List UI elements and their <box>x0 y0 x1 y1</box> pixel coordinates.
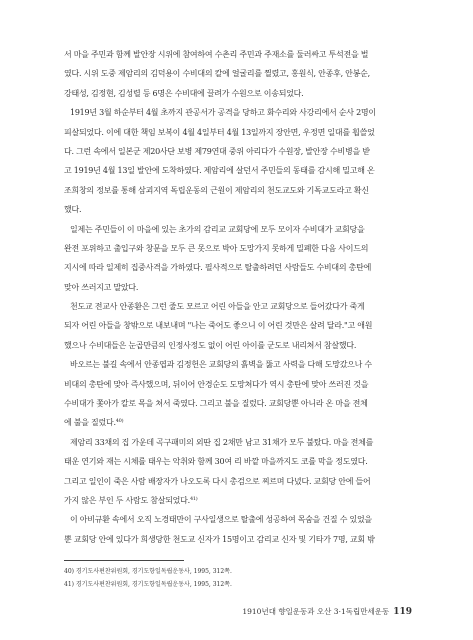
body-line <box>64 258 412 277</box>
body-line-text: 강태성, 김정현, 김성렬 등 6명은 수비대에 끌려가 수원으로 이송되었다. <box>64 88 304 98</box>
body-line-text: 지시에 따라 일제히 집중사격을 가하였다. 필사적으로 탈출하려던 사람들도 수비대의 총탄에 <box>64 263 372 273</box>
body-line-text: 고 1919년 4월 13일 발안에 도착하였다. 제암리에 살던서 주민들의 동태를 감시해 밀고해 온 <box>64 166 375 176</box>
body-line <box>64 375 412 394</box>
body-line <box>64 355 412 374</box>
body-line-text: 되자 어린 아들을 창밖으로 내보내며 "나는 죽어도 좋으니 이 어린 것만은 살려 달라."고 애원 <box>64 321 373 331</box>
footnote-ref[interactable]: 41) <box>189 495 198 502</box>
body-line <box>64 103 412 122</box>
page-footer <box>242 606 412 617</box>
footnote-divider <box>64 560 184 561</box>
body-line-text: 비대의 총탄에 맞아 즉사했으며, 뒤이어 안경순도 도망쳐다가 역시 총탄에 맞아 쓰러진 것을 <box>64 379 369 389</box>
body-line-text: 천도교 전교사 안종환은 그런 줄도 모르고 어린 아들을 안고 교회당으로 들어갔다가 죽게 <box>70 302 365 312</box>
running-title: 1910년대 향일운동과 오산 3·1독립만세운동 <box>242 607 390 616</box>
body-line <box>64 452 412 471</box>
body-line <box>64 413 412 432</box>
body-line-text: 다. 그런 속에서 일본군 제20사단 보병 제79연대 중위 아리다가 수원장, 발안장 수비병을 받 <box>64 146 370 156</box>
body-line <box>64 278 412 297</box>
body-line <box>64 239 412 258</box>
body-line-text: 서 마을 주민과 함께 발안장 시위에 참여하여 수촌리 주민과 주재소를 둘러싸고 투석전을 벌 <box>64 50 369 59</box>
body-line <box>64 220 412 239</box>
body-line-text: 태운 연기와 재는 시체를 태우는 악취와 함께 30여 리 바깥 마을까지도 코를 막을 정도였다. <box>64 457 368 467</box>
body-line <box>64 123 412 142</box>
page-number: 119 <box>393 607 412 617</box>
body-line-text: 했다. <box>64 205 82 215</box>
body-line <box>64 142 412 161</box>
body-line-text: 했으나 수비대들은 눈곱만큼의 인정사정도 없이 어린 아이를 군도로 내리쳐서 참살했다. <box>64 340 357 350</box>
body-line <box>64 472 412 491</box>
body-line <box>64 297 412 316</box>
body-line-text: 일제는 주민들이 이 마을에 있는 초가의 감리교 교회당에 모두 모이자 수비대가 교회당을 <box>70 224 365 234</box>
body-line <box>64 510 412 529</box>
body-line-text: 그리고 일인이 죽은 사람 배장자가 나오도록 다시 총검으로 찌르며 다녔다. 교회당 안에 들어 <box>64 476 371 486</box>
body-line-text: 뿐 교회당 안에 있다가 희생당한 천도교 신자가 15명이고 감리교 신자 및 기타가 7명, 교회 밖 <box>64 534 375 544</box>
body-line <box>64 530 412 549</box>
body-line-text: 바오르는 불길 속에서 안종엽과 김정헌은 교회당의 흙벽을 뚫고 사력을 다해 도망갔으나 수 <box>70 360 372 370</box>
body-line-text: 였다. 시위 도중 제암리의 김덕용이 수비대의 칼에 얼굴리를 찔렸고, 홍원식, 안종후, 안봉순, <box>64 69 370 79</box>
body-line-text: 에 불을 질렀다. <box>64 418 116 428</box>
body-line <box>64 84 412 103</box>
body-line <box>64 45 412 64</box>
body-line <box>64 491 412 510</box>
body-line <box>64 161 412 180</box>
body-line <box>64 64 412 83</box>
body-line-text: 1919년 3월 하순부터 4월 초까지 관공서가 공격을 당하고 화수리와 사강리에서 순사 2명이 <box>70 108 376 118</box>
body-line <box>64 181 412 200</box>
footnote-ref[interactable]: 40) <box>115 418 124 425</box>
footnote-40: 40) 경기도사편찬위원회, 경기도항일독립운동사, 1995, 312쪽. <box>64 568 232 575</box>
body-line-text: 맞아 쓰러지고 말았다. <box>64 282 139 292</box>
body-line-text: 피살되었다. 이에 대한 책임 보복이 4월 4일부터 4월 13일까지 장안면, 우정면 일대를 휩쓸었 <box>64 127 375 137</box>
body-line-text: 완전 포위하고 출입구와 창문을 모두 큰 못으로 박아 도망가지 못하게 밀폐한 다음 사이드의 <box>64 243 369 253</box>
body-line-text: 이 아비규환 속에서 오직 노경태만이 구사일생으로 탈출에 성공하여 목숨을 건질 수 있었을 <box>70 515 372 525</box>
footnote-41: 41) 경기도사편찬위원회, 경기도항일독립운동사, 1995, 312쪽. <box>64 581 232 588</box>
body-line <box>64 336 412 355</box>
body-line <box>64 316 412 335</box>
body-line <box>64 200 412 219</box>
footnotes <box>64 565 412 591</box>
body-line-text: 제암리 33채의 집 가운데 곡구패미의 외딴 집 2채만 남고 31채가 모두 불탔다. 마을 전체를 <box>70 437 374 447</box>
body-text <box>64 45 412 549</box>
body-line <box>64 394 412 413</box>
body-line-text: 가지 않은 부인 두 사람도 참살되었다. <box>64 495 190 505</box>
body-line-text: 수비대가 쫓아가 칼로 목을 쳐서 죽였다. 그리고 불을 질렀다. 교회당뿐 아니라 온 마을 전체 <box>64 399 368 409</box>
body-line-text: 조희창의 정보를 통해 삼괴지역 독립운동의 근원이 제암리의 천도교도와 기독교도라고 확신 <box>64 185 369 195</box>
body-line <box>64 433 412 452</box>
